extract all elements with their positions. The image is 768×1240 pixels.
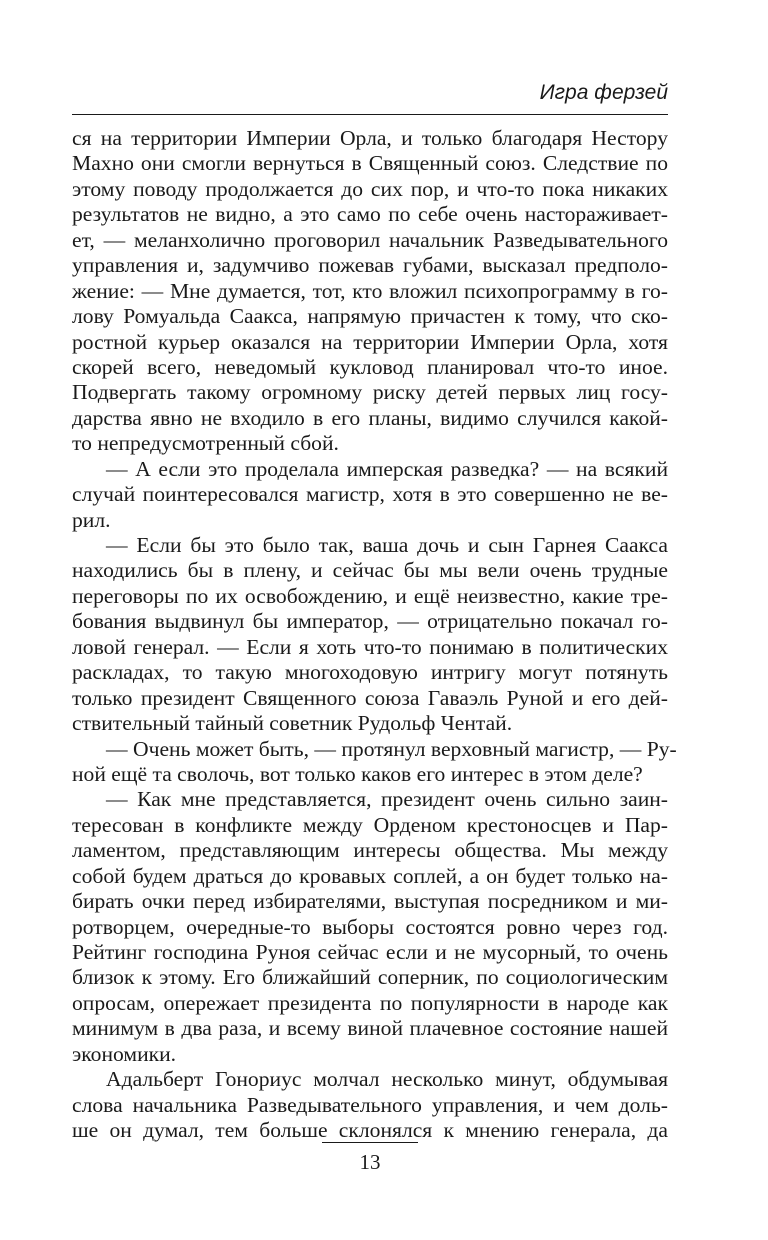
text-line: Подвергать такому огромному риску детей первых лиц госу-: [72, 380, 668, 405]
text-line: — А если это проделала имперская разведка? — на всякий: [106, 456, 668, 481]
text-line: ловой генерал. — Если я хоть что-то понимаю в политических: [72, 634, 668, 659]
text-line: собой будем драться до кровавых соплей, а он будет только на-: [72, 863, 668, 888]
text-line: — Если бы это было так, ваша дочь и сын Гарнея Саакса: [106, 533, 668, 557]
text-line: жение: — Мне думается, тот, кто вложил психопрограмму в го-: [72, 278, 668, 303]
text-line: то непредусмотренный сбой.: [72, 431, 339, 456]
text-line: ся на территории Империи Орла, и только благодаря Нестору: [72, 126, 668, 150]
text-line: управления и, задумчиво пожевав губами, высказал предполо-: [72, 253, 668, 278]
text-line: бования выдвинул бы император, — отрицательно покачал го-: [72, 609, 668, 634]
text-line: опросам, опережает президента по популярности в народе как: [72, 990, 668, 1015]
text-line: минимум в два раза, и всему виной плачевное состояние нашей: [72, 1016, 668, 1041]
text-line: рил.: [72, 507, 111, 532]
text-line: ростной курьер оказался на территории Империи Орла, хотя: [72, 329, 668, 354]
text-line: находились бы в плену, и сейчас бы мы вели очень трудные: [72, 558, 668, 583]
text-line: ламентом, представляющим интересы общества. Мы между: [72, 838, 668, 863]
text-line: ротворцем, очередные-то выборы состоятся ровно через год.: [72, 914, 668, 939]
text-line: Рейтинг господина Руноя сейчас если и не мусорный, то очень: [72, 940, 668, 964]
text-line: этому поводу продолжается до сих пор, и что-то пока никаких: [72, 176, 668, 201]
text-line: ет, — меланхолично проговорил начальник Разведывательного: [72, 227, 668, 252]
text-line: ше он думал, тем больше склонялся к мнению генерала, да: [72, 1118, 668, 1143]
text-line: — Как мне представляется, президент очень сильно заин-: [106, 787, 668, 812]
book-title: Игра ферзей: [539, 81, 668, 104]
text-line: лову Ромуальда Саакса, напрямую причастен к тому, что ско-: [72, 304, 668, 329]
text-line: — Очень может быть, — протянул верховный магистр, — Ру-: [106, 736, 677, 761]
text-line: раскладах, то такую многоходовую интригу могут потянуть: [72, 660, 668, 685]
text-line: экономики.: [72, 1041, 177, 1066]
text-line: слова начальника Разведывательного управления, и чем доль-: [72, 1092, 668, 1117]
text-line: переговоры по их освобождению, и ещё неизвестно, какие тре-: [72, 583, 668, 608]
text-line: результатов не видно, а это само по себе очень настораживает-: [72, 202, 668, 227]
text-line: тересован в конфликте между Орденом крестоносцев и Пар-: [72, 812, 668, 837]
body-text: [72, 126, 677, 1144]
text-line: бирать очки перед избирателями, выступая посредником и ми-: [72, 889, 668, 914]
text-line: случай поинтересовался магистр, хотя в это совершенно не ве-: [72, 482, 668, 507]
text-line: дарства явно не входило в его планы, видимо случился какой-: [72, 405, 668, 430]
text-line: ной ещё та сволочь, вот только каков его интерес в этом деле?: [72, 761, 643, 786]
footer-rule: [322, 1142, 418, 1143]
text-line: ствительный тайный советник Рудольф Чентай.: [72, 711, 513, 736]
text-line: Махно они смогли вернуться в Священный союз. Следствие по: [72, 151, 668, 176]
text-line: скорей всего, неведомый кукловод планировал что-то иное.: [72, 354, 668, 379]
page-number: 13: [359, 1150, 381, 1174]
text-line: только президент Священного союза Гаваэль Руной и его дей-: [72, 685, 668, 710]
running-head: [72, 78, 668, 112]
header-rule: [72, 114, 668, 115]
text-line: Адальберт Гонориус молчал несколько минут, обдумывая: [106, 1067, 668, 1092]
text-line: близок к этому. Его ближайший соперник, по социологическим: [72, 965, 668, 990]
